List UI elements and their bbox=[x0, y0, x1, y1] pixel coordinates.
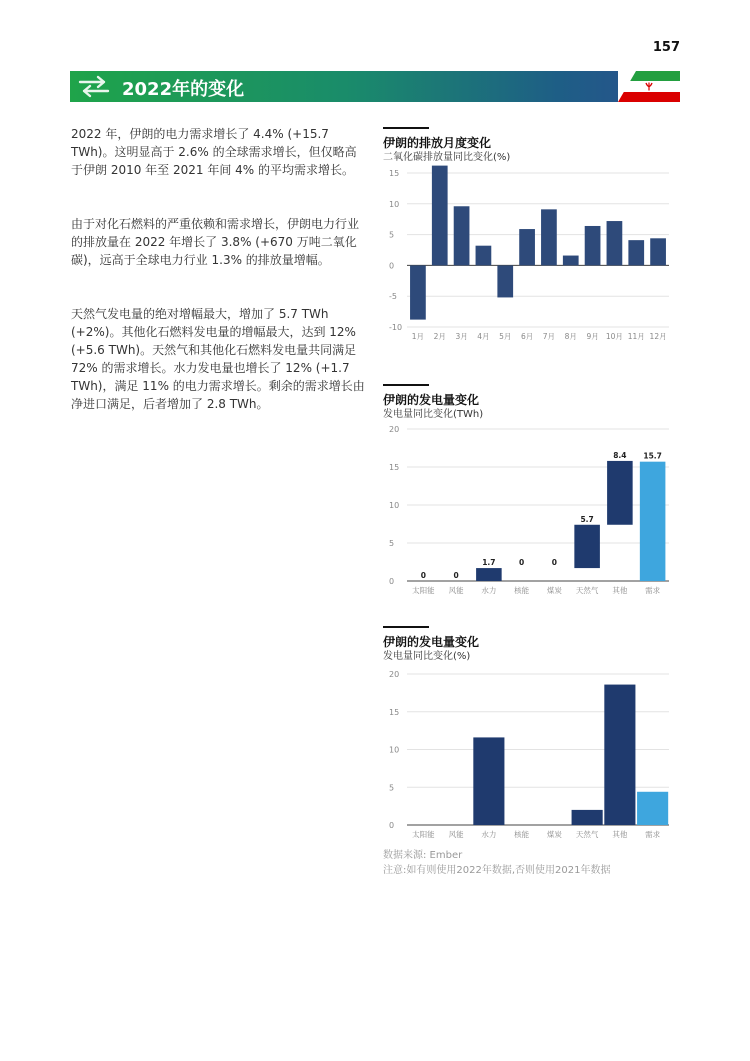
x-tick-label: 需求 bbox=[645, 830, 661, 839]
data-label: 15.7 bbox=[643, 451, 662, 461]
y-tick-label: 15 bbox=[389, 169, 400, 178]
bar bbox=[574, 525, 600, 568]
page-number: 157 bbox=[652, 40, 680, 55]
section-banner bbox=[70, 71, 680, 102]
data-label: 0 bbox=[551, 558, 557, 568]
chart-plot bbox=[383, 664, 683, 848]
title-rule bbox=[383, 384, 429, 386]
bar bbox=[497, 265, 513, 297]
bar bbox=[637, 792, 668, 825]
x-tick-label: 7月 bbox=[542, 332, 556, 341]
y-tick-label: 0 bbox=[389, 261, 395, 271]
data-label: 0 bbox=[453, 571, 459, 580]
x-tick-label: 1月 bbox=[411, 332, 425, 341]
y-tick-label: 0 bbox=[389, 821, 395, 830]
x-tick-label: 9月 bbox=[586, 332, 599, 341]
x-tick-label: 水力 bbox=[481, 586, 497, 595]
x-tick-label: 太阳能 bbox=[412, 830, 435, 839]
source-note bbox=[383, 848, 610, 878]
chart-title: 伊朗的排放月度变化 bbox=[383, 136, 492, 150]
y-tick-label: 10 bbox=[389, 501, 400, 510]
x-tick-label: 12月 bbox=[649, 332, 667, 341]
x-tick-label: 8月 bbox=[564, 332, 577, 341]
y-tick-label: 20 bbox=[389, 670, 400, 679]
data-label: 5.7 bbox=[580, 514, 594, 524]
bar bbox=[604, 685, 635, 825]
source-line: 数据来源: Ember bbox=[383, 850, 463, 861]
bar bbox=[572, 810, 603, 825]
chart-plot bbox=[383, 165, 683, 345]
y-tick-label: 5 bbox=[389, 539, 395, 548]
y-tick-label: -10 bbox=[389, 323, 403, 332]
bar bbox=[519, 229, 535, 265]
x-tick-label: 2月 bbox=[433, 332, 446, 341]
x-tick-label: 煤炭 bbox=[546, 830, 562, 839]
iran-flag-icon bbox=[618, 71, 680, 102]
y-tick-label: -5 bbox=[389, 292, 397, 302]
bar bbox=[607, 461, 633, 525]
x-tick-label: 10月 bbox=[605, 332, 623, 341]
bar bbox=[640, 462, 666, 581]
x-tick-label: 其他 bbox=[612, 586, 628, 595]
x-tick-label: 天然气 bbox=[575, 586, 599, 595]
x-tick-label: 水力 bbox=[481, 830, 497, 839]
x-tick-label: 4月 bbox=[477, 332, 490, 341]
y-tick-label: 5 bbox=[389, 783, 395, 793]
x-tick-label: 11月 bbox=[627, 332, 645, 341]
title-rule bbox=[383, 626, 429, 628]
chart-ylabel: 二氧化碳排放量同比变化(%) bbox=[383, 152, 511, 163]
bar bbox=[628, 240, 644, 265]
paragraph-demand: 2022 年，伊朗的电力需求增长了 4.4% (+15.7 TWh)。这明显高于 2.6% 的全球需求增长，但仅略高于伊朗 2010 年至 2021 年间 4% 的平均需求增长。 bbox=[71, 127, 357, 177]
chart-ylabel: 发电量同比变化(TWh) bbox=[383, 409, 484, 420]
x-tick-label: 3月 bbox=[455, 332, 468, 341]
data-label: 0 bbox=[519, 558, 525, 568]
bar bbox=[563, 256, 579, 266]
y-tick-label: 5 bbox=[389, 230, 395, 240]
x-tick-label: 其他 bbox=[612, 830, 628, 839]
bar bbox=[585, 226, 601, 265]
bar bbox=[432, 166, 448, 266]
data-label: 8.4 bbox=[613, 450, 627, 460]
chart-monthly-emissions bbox=[383, 127, 683, 345]
data-label: 1.7 bbox=[482, 558, 496, 568]
y-tick-label: 20 bbox=[389, 425, 400, 434]
paragraph-emissions: 由于对化石燃料的严重依赖和需求增长，伊朗电力行业的排放量在 2022 年增长了 3.8% (+670 万吨二氧化碳)，远高于全球电力行业 1.3% 的排放量增幅。 bbox=[71, 217, 360, 267]
bar bbox=[454, 206, 470, 265]
bar bbox=[541, 209, 557, 265]
x-tick-label: 5月 bbox=[499, 332, 512, 341]
chart-generation-pct bbox=[383, 626, 683, 848]
paragraph-generation: 天然气发电量的绝对增幅最大，增加了 5.7 TWh (+2%)。其他化石燃料发电量的增幅最大，达到 12% (+5.6 TWh)。天然气和其他化石燃料发电量共同满足 72% 的需求增长。水力发电量也增长了 12% (+1.7 TWh)，满足 11% 的电力需求增长。剩余的需求增长由净进口满足，后者增加了 2.8 TWh。 bbox=[71, 307, 365, 411]
x-tick-label: 风能 bbox=[448, 830, 464, 839]
chart-plot bbox=[383, 422, 683, 606]
body-text bbox=[71, 125, 366, 449]
x-tick-label: 太阳能 bbox=[412, 586, 435, 595]
y-tick-label: 0 bbox=[389, 577, 395, 586]
note-line: 注意:如有则使用2022年数据,否则使用2021年数据 bbox=[383, 865, 611, 876]
y-tick-label: 10 bbox=[389, 199, 400, 209]
chart-ylabel: 发电量同比变化(%) bbox=[383, 651, 471, 662]
x-tick-label: 核能 bbox=[514, 586, 530, 595]
bar bbox=[473, 737, 504, 825]
bar bbox=[607, 221, 623, 265]
swap-arrows-icon bbox=[76, 75, 112, 98]
title-rule bbox=[383, 127, 429, 129]
y-tick-label: 10 bbox=[389, 745, 400, 755]
data-label: 0 bbox=[420, 571, 426, 580]
x-tick-label: 天然气 bbox=[575, 830, 599, 839]
section-title: 2022年的变化 bbox=[122, 79, 245, 100]
chart-generation-twh bbox=[383, 384, 683, 606]
bar bbox=[410, 265, 426, 319]
x-tick-label: 核能 bbox=[514, 830, 530, 839]
bar bbox=[650, 238, 666, 265]
x-tick-label: 煤炭 bbox=[546, 586, 562, 595]
x-tick-label: 6月 bbox=[520, 332, 534, 341]
chart-title: 伊朗的发电量变化 bbox=[383, 393, 480, 407]
y-tick-label: 15 bbox=[389, 707, 400, 717]
bar bbox=[476, 568, 502, 581]
x-tick-label: 需求 bbox=[645, 586, 661, 595]
x-tick-label: 风能 bbox=[448, 586, 464, 595]
y-tick-label: 15 bbox=[389, 463, 400, 472]
bar bbox=[476, 246, 492, 266]
chart-title: 伊朗的发电量变化 bbox=[383, 635, 480, 649]
